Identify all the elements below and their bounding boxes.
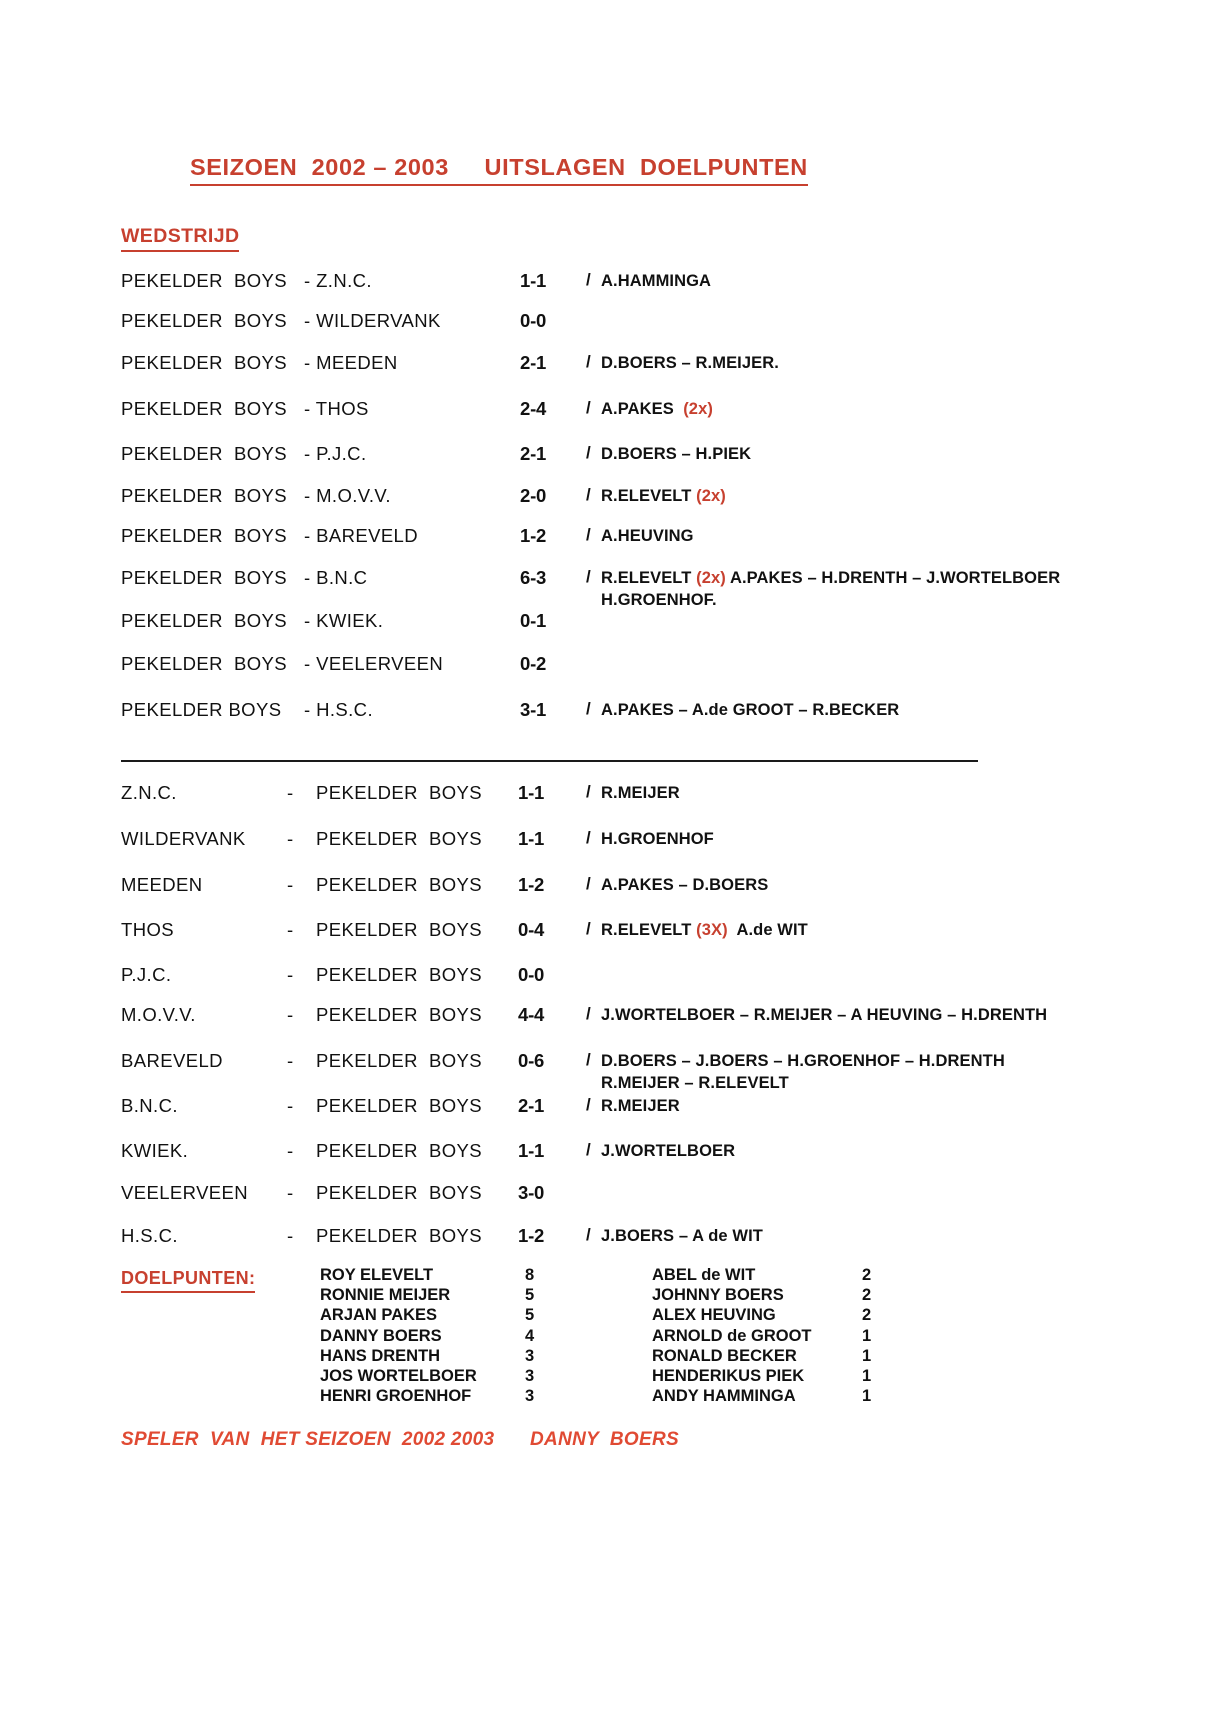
match-home-team: M.O.V.V. [121, 1004, 196, 1025]
scorer-goal-count: 1 [862, 1387, 872, 1406]
match-score: 0-0 [518, 964, 545, 985]
match-home-team: PEKELDER BOYS [121, 653, 287, 674]
match-home-team: P.J.C. [121, 964, 172, 985]
match-home-team: PEKELDER BOYS [121, 525, 287, 546]
scorer-goal-count: 3 [525, 1387, 535, 1406]
match-home-team: KWIEK. [121, 1140, 189, 1161]
section-heading-doelpunten: DOELPUNTEN: [121, 1268, 255, 1293]
match-home-team: BAREVELD [121, 1050, 223, 1071]
match-separator: - [287, 1004, 294, 1025]
match-home-team: THOS [121, 919, 174, 940]
match-goal-scorers: A.PAKES – A.de GROOT – R.BECKER [601, 701, 900, 719]
match-away-team: PEKELDER BOYS [316, 1182, 482, 1203]
scorer-goal-count: 4 [525, 1326, 535, 1345]
match-score: 6-3 [520, 567, 547, 588]
scorers-column-b-goals [862, 1265, 871, 1406]
scorer-goal-count: 5 [525, 1306, 535, 1325]
match-away-team: - VEELERVEEN [304, 653, 444, 674]
match-goal-scorers: D.BOERS – H.PIEK [601, 445, 752, 463]
match-away-team: - H.S.C. [304, 699, 373, 720]
match-separator: - [287, 1140, 294, 1161]
match-away-team: - B.N.C [304, 567, 368, 588]
match-goal-scorers: D.BOERS – R.MEIJER. [601, 354, 779, 372]
match-score: 1-1 [518, 828, 545, 849]
match-away-team: - MEEDEN [304, 352, 398, 373]
scorers-column-b-names [652, 1265, 812, 1406]
match-goal-scorers: J.BOERS – A de WIT [601, 1227, 763, 1245]
match-score: 2-4 [520, 398, 547, 419]
match-scorers-separator: / [586, 270, 591, 289]
scorer-name: ARNOLD de GROOT [652, 1326, 812, 1345]
page-title: SEIZOEN 2002 – 2003 UITSLAGEN DOELPUNTEN [190, 154, 808, 186]
scorer-name: HENDERIKUS PIEK [652, 1367, 805, 1386]
match-separator: - [287, 1225, 294, 1246]
match-away-team: - BAREVELD [304, 525, 419, 546]
match-score: 1-2 [518, 1225, 545, 1246]
match-scorers-separator: / [586, 699, 591, 718]
match-home-team: PEKELDER BOYS [121, 567, 287, 588]
match-away-team: - THOS [304, 398, 369, 419]
match-score: 2-1 [520, 352, 547, 373]
match-score: 2-0 [520, 485, 547, 506]
match-away-team: PEKELDER BOYS [316, 1140, 482, 1161]
match-home-team: PEKELDER BOYS [121, 270, 287, 291]
match-separator: - [287, 1095, 294, 1116]
match-away-team: PEKELDER BOYS [316, 828, 482, 849]
scorer-name: JOHNNY BOERS [652, 1286, 784, 1305]
match-score: 2-1 [520, 443, 547, 464]
match-goal-scorers: J.WORTELBOER [601, 1142, 736, 1160]
match-away-team: - M.O.V.V. [304, 485, 391, 506]
match-goal-scorers: J.WORTELBOER – R.MEIJER – A HEUVING – H.DRENTH [601, 1006, 1048, 1024]
scorer-goal-count: 3 [525, 1346, 535, 1365]
match-scorers-separator: / [586, 874, 591, 893]
match-away-team: PEKELDER BOYS [316, 1095, 482, 1116]
match-scorers-separator: / [586, 398, 591, 417]
match-scorers-separator: / [586, 443, 591, 462]
scorers-column-a-goals [525, 1265, 534, 1406]
scorer-goal-count: 3 [525, 1367, 535, 1386]
match-away-team: - P.J.C. [304, 443, 367, 464]
match-away-team: PEKELDER BOYS [316, 1004, 482, 1025]
scorer-name: JOS WORTELBOER [320, 1367, 477, 1386]
match-scorers-separator: / [586, 1095, 591, 1114]
match-home-team: PEKELDER BOYS [121, 485, 287, 506]
match-away-team: PEKELDER BOYS [316, 964, 482, 985]
match-home-team: PEKELDER BOYS [121, 398, 287, 419]
player-of-season-label: SPELER VAN HET SEIZOEN 2002 2003 [121, 1429, 495, 1450]
match-scorers-separator: / [586, 567, 591, 586]
match-scorers-separator: / [586, 782, 591, 801]
match-separator: - [287, 1050, 294, 1071]
match-home-team: B.N.C. [121, 1095, 178, 1116]
match-score: 0-0 [520, 310, 547, 331]
scorer-goal-count: 8 [525, 1266, 535, 1284]
match-home-team: Z.N.C. [121, 782, 177, 803]
match-goal-scorers: A.PAKES (2x) [601, 400, 713, 418]
match-home-team: MEEDEN [121, 874, 203, 895]
scorer-goal-count: 1 [862, 1346, 872, 1365]
scorer-name: ROY ELEVELT [320, 1266, 434, 1284]
match-score: 4-4 [518, 1004, 545, 1025]
match-home-team: PEKELDER BOYS [121, 443, 287, 464]
match-score: 3-0 [518, 1182, 545, 1203]
scorer-name: HANS DRENTH [320, 1346, 441, 1365]
match-score: 0-1 [520, 610, 547, 631]
match-scorers-separator: / [586, 1004, 591, 1023]
section-divider [121, 760, 978, 762]
match-away-team: PEKELDER BOYS [316, 874, 482, 895]
scorer-goal-count: 2 [862, 1306, 872, 1325]
match-away-team: PEKELDER BOYS [316, 1050, 482, 1071]
match-score: 1-2 [520, 525, 547, 546]
match-goal-scorers: A.PAKES – D.BOERS [601, 876, 769, 894]
match-home-team: WILDERVANK [121, 828, 246, 849]
match-away-team: PEKELDER BOYS [316, 1225, 482, 1246]
scorer-name: ARJAN PAKES [320, 1306, 438, 1325]
match-scorers-separator: / [586, 485, 591, 504]
match-goal-scorers: R.ELEVELT (2x) [601, 487, 726, 505]
scorer-name: RONALD BECKER [652, 1346, 797, 1365]
match-goal-scorers: R.ELEVELT (2x) A.PAKES – H.DRENTH – J.WORTELBOER H.GROENHOF. [601, 569, 1061, 609]
match-goal-scorers: R.MEIJER [601, 784, 680, 802]
match-score: 0-2 [520, 653, 547, 674]
match-away-team: PEKELDER BOYS [316, 919, 482, 940]
match-scorers-separator: / [586, 352, 591, 371]
match-separator: - [287, 828, 294, 849]
match-scorers-separator: / [586, 1140, 591, 1159]
match-goal-scorers: R.MEIJER [601, 1097, 680, 1115]
match-away-team: - Z.N.C. [304, 270, 372, 291]
match-home-team: H.S.C. [121, 1225, 178, 1246]
match-score: 1-1 [520, 270, 547, 291]
scorer-name: HENRI GROENHOF [320, 1387, 472, 1406]
match-separator: - [287, 874, 294, 895]
section-heading-wedstrijd: WEDSTRIJD [121, 225, 239, 252]
scorers-column-a-names [320, 1265, 477, 1406]
scorer-name: ANDY HAMMINGA [652, 1387, 796, 1406]
match-home-team: PEKELDER BOYS [121, 610, 287, 631]
match-score: 1-1 [518, 1140, 545, 1161]
scorer-name: ABEL de WIT [652, 1266, 756, 1284]
scorer-goal-count: 1 [862, 1326, 872, 1345]
player-of-season-name: DANNY BOERS [530, 1429, 679, 1450]
scorer-name: ALEX HEUVING [652, 1306, 776, 1325]
match-goal-scorers: D.BOERS – J.BOERS – H.GROENHOF – H.DRENTH R.MEIJER – R.ELEVELT [601, 1052, 1005, 1092]
match-separator: - [287, 1182, 294, 1203]
match-score: 0-4 [518, 919, 545, 940]
scorer-name: DANNY BOERS [320, 1326, 442, 1345]
match-goal-scorers: A.HEUVING [601, 527, 694, 545]
match-score: 0-6 [518, 1050, 545, 1071]
match-away-team: - WILDERVANK [304, 310, 441, 331]
match-score: 3-1 [520, 699, 547, 720]
match-separator: - [287, 919, 294, 940]
match-separator: - [287, 964, 294, 985]
scorer-goal-count: 2 [862, 1286, 872, 1305]
match-home-team: PEKELDER BOYS [121, 352, 287, 373]
scorer-goal-count: 5 [525, 1286, 535, 1305]
match-away-team: PEKELDER BOYS [316, 782, 482, 803]
match-goal-scorers: H.GROENHOF [601, 830, 714, 848]
match-scorers-separator: / [586, 919, 591, 938]
match-home-team: PEKELDER BOYS [121, 699, 282, 720]
match-scorers-separator: / [586, 525, 591, 544]
match-score: 2-1 [518, 1095, 545, 1116]
scorer-goal-count: 1 [862, 1367, 872, 1386]
match-score: 1-1 [518, 782, 545, 803]
match-scorers-separator: / [586, 1225, 591, 1244]
match-separator: - [287, 782, 294, 803]
scorer-goal-count: 2 [862, 1266, 872, 1284]
match-goal-scorers: R.ELEVELT (3X) A.de WIT [601, 921, 808, 939]
match-score: 1-2 [518, 874, 545, 895]
match-home-team: VEELERVEEN [121, 1182, 249, 1203]
match-home-team: PEKELDER BOYS [121, 310, 287, 331]
match-away-team: - KWIEK. [304, 610, 384, 631]
match-goal-scorers: A.HAMMINGA [601, 272, 712, 290]
match-scorers-separator: / [586, 1050, 591, 1069]
match-scorers-separator: / [586, 828, 591, 847]
scorer-name: RONNIE MEIJER [320, 1286, 451, 1305]
